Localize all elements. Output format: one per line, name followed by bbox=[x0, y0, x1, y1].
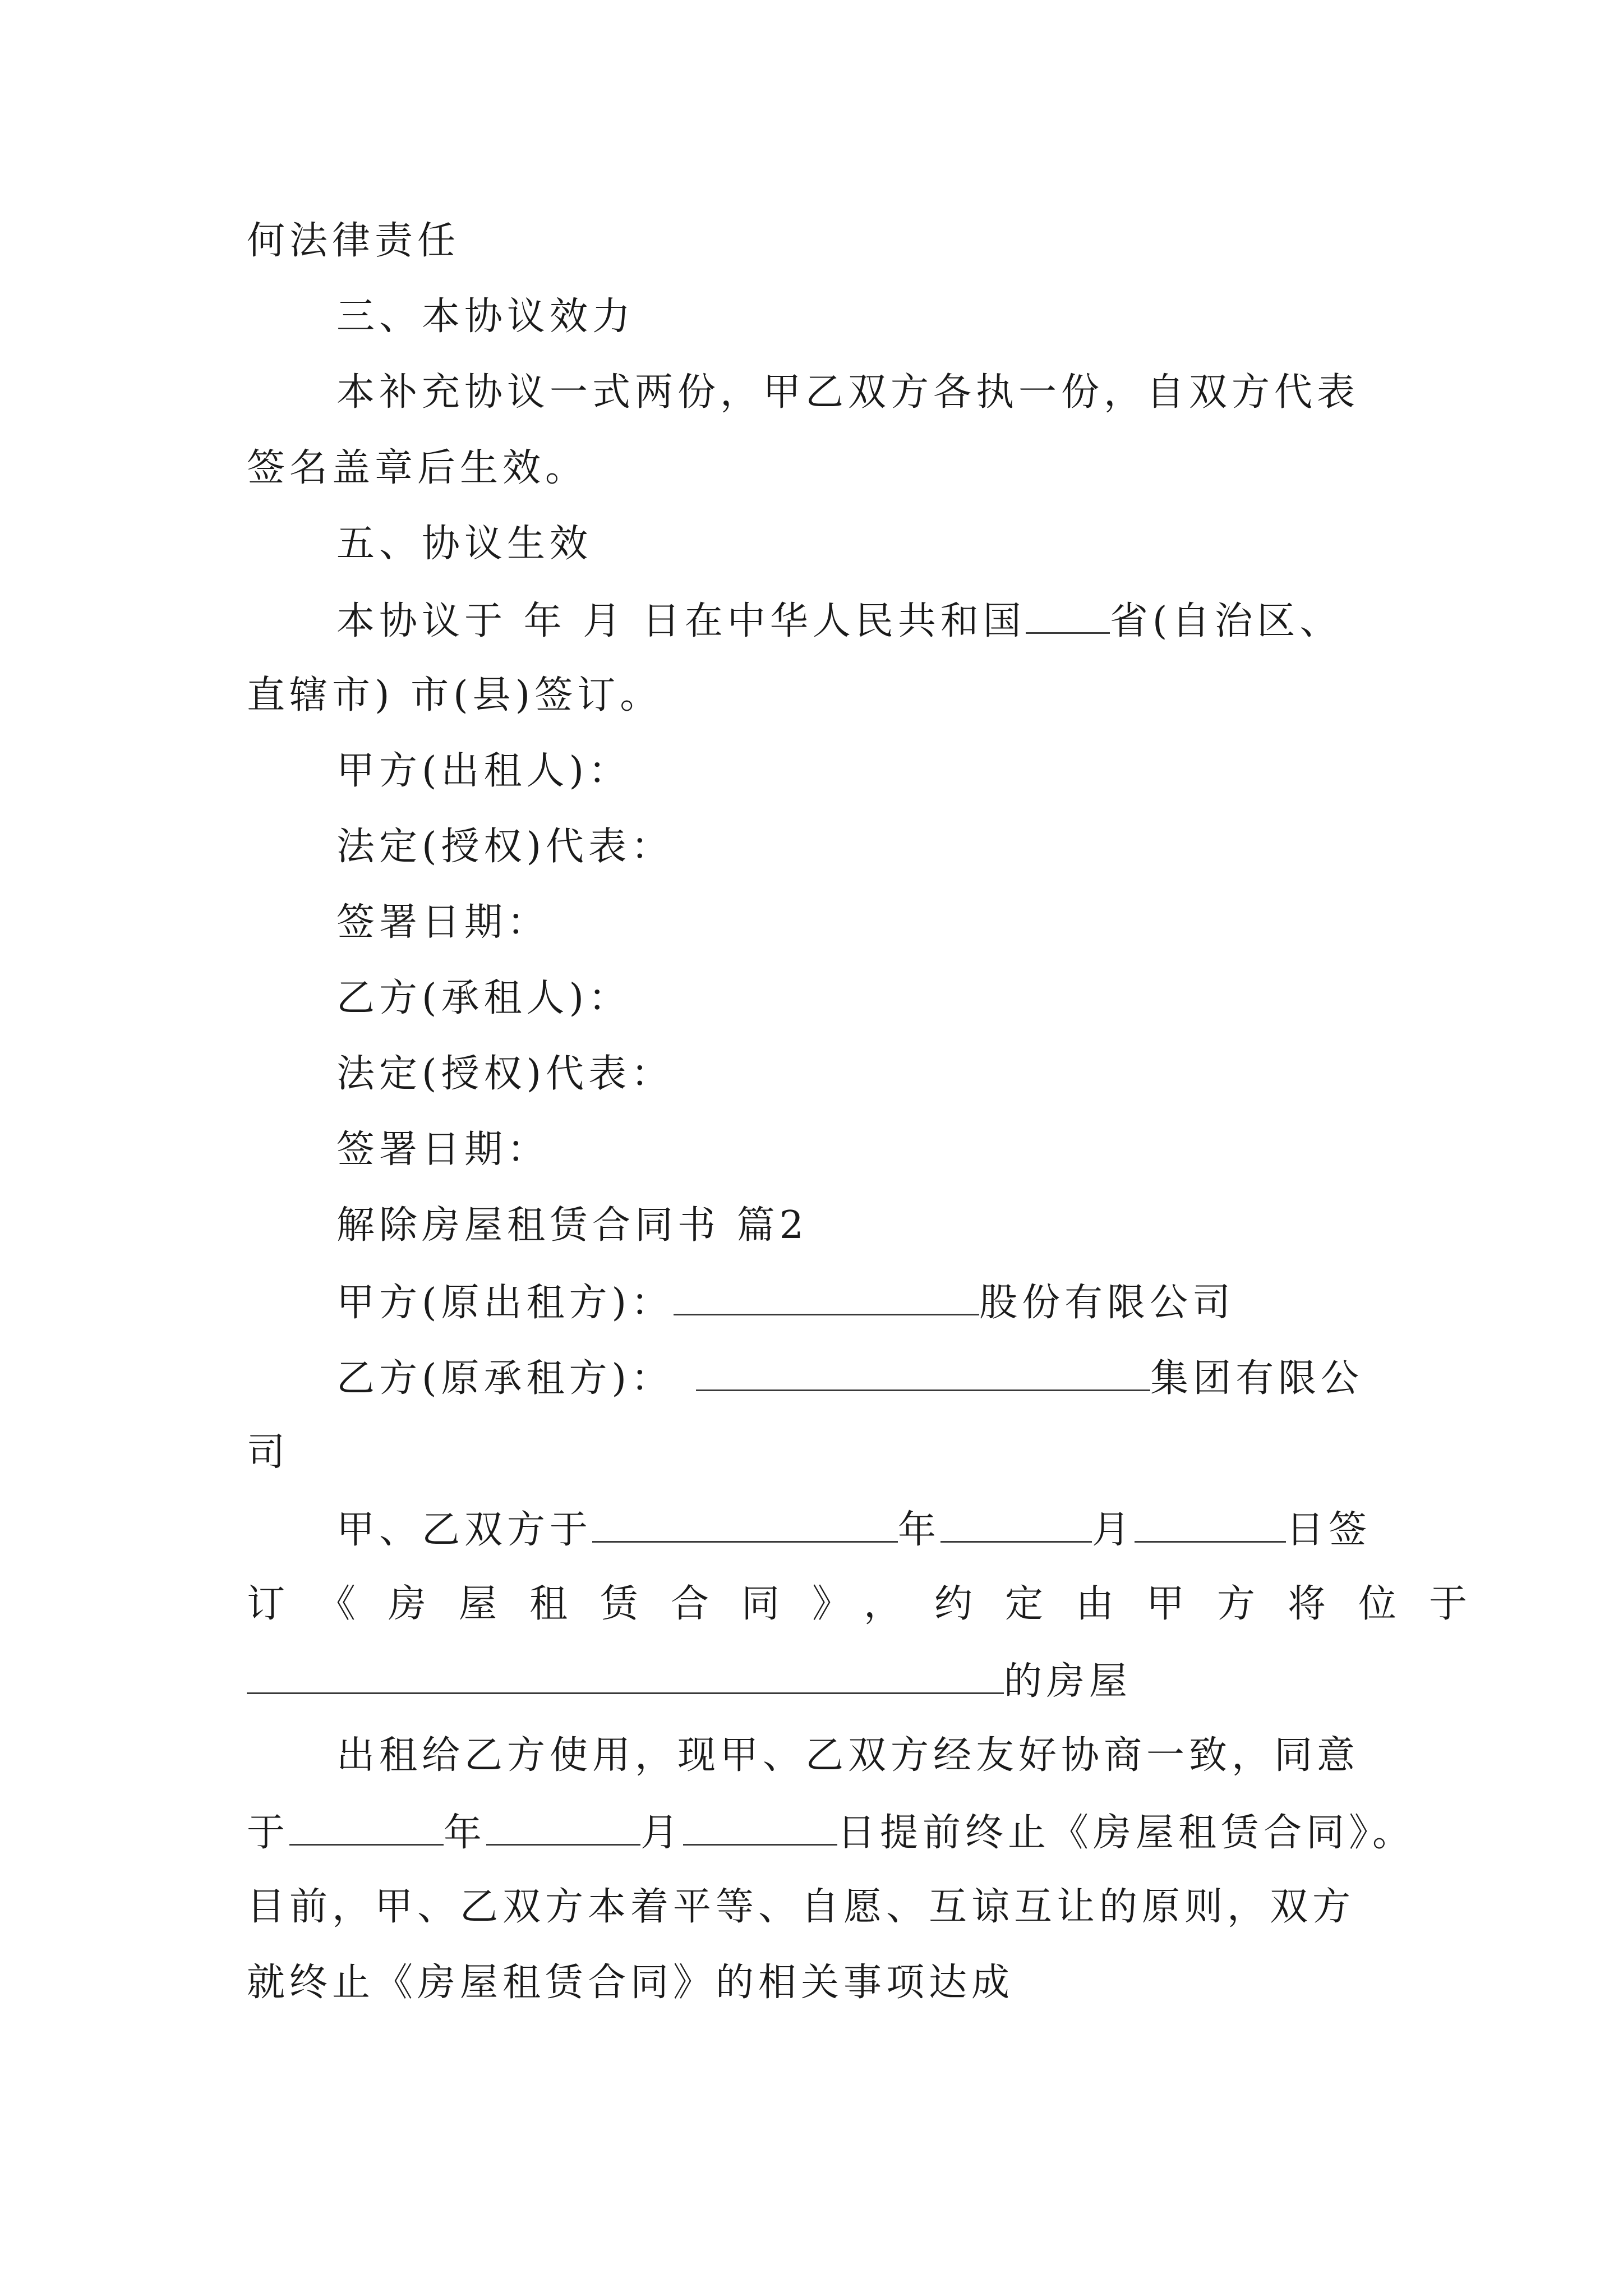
text-segment: 司 bbox=[247, 1430, 290, 1475]
party-line bbox=[336, 1279, 1235, 1326]
party-line bbox=[336, 1355, 1363, 1401]
text-line bbox=[247, 1809, 1415, 1856]
text-segment: 直辖市) 市(县)签订。 bbox=[247, 673, 663, 717]
text-line bbox=[336, 597, 1342, 644]
document-title bbox=[336, 1203, 808, 1248]
text-segment: 甲方(原出租方)： bbox=[336, 1281, 674, 1325]
text-segment: 年 bbox=[444, 1811, 487, 1855]
text-segment: 三、本协议效力 bbox=[336, 295, 635, 339]
text-segment: 本协议于 年 月 日在中华人民共和国 bbox=[336, 599, 1026, 643]
fill-in-blank bbox=[486, 1809, 640, 1846]
signature-label bbox=[336, 1128, 550, 1172]
text-line bbox=[247, 1885, 1355, 1930]
signature-label bbox=[336, 900, 550, 945]
fill-in-blank bbox=[592, 1506, 898, 1543]
text-segment: 就终止《房屋租赁合同》的相关事项达成 bbox=[247, 1961, 1015, 2005]
text-line bbox=[336, 1733, 1359, 1778]
text-segment: 五、协议生效 bbox=[336, 522, 593, 566]
text-segment: 签名盖章后生效。 bbox=[247, 446, 588, 490]
text-line bbox=[247, 446, 588, 491]
text-segment: 订《房屋租赁合同》，约定由甲方将位于 bbox=[247, 1582, 1500, 1626]
text-segment: 乙方(原承租方)： bbox=[336, 1356, 674, 1401]
text-segment: 股份有限公司 bbox=[979, 1281, 1235, 1325]
fill-in-blank bbox=[674, 1279, 979, 1315]
text-line bbox=[247, 1430, 289, 1475]
text-segment: 签署日期： bbox=[336, 900, 550, 945]
fill-in-blank bbox=[683, 1809, 837, 1846]
text-segment: 集团有限公 bbox=[1150, 1356, 1364, 1401]
text-segment: 日签 bbox=[1286, 1508, 1372, 1552]
text-segment: 签署日期： bbox=[336, 1128, 550, 1172]
text-segment: 何法律责任 bbox=[247, 219, 460, 263]
signature-label bbox=[336, 1052, 674, 1097]
text-line bbox=[247, 1582, 1500, 1627]
text-segment: 乙方(承租人)： bbox=[336, 976, 631, 1020]
text-segment: 于 bbox=[247, 1811, 290, 1855]
section-heading bbox=[336, 522, 592, 567]
text-line bbox=[247, 673, 662, 718]
text-segment: 目前，甲、乙双方本着平等、自愿、互谅互让的原则，双方 bbox=[247, 1885, 1355, 1929]
text-line bbox=[336, 370, 1359, 415]
text-line bbox=[247, 1961, 1014, 2005]
fill-in-blank bbox=[940, 1506, 1092, 1543]
text-segment: 省(自治区、 bbox=[1109, 599, 1343, 643]
text-segment: 本补充协议一式两份，甲乙双方各执一份，自双方代表 bbox=[336, 370, 1360, 415]
signature-label bbox=[336, 825, 674, 869]
signature-label bbox=[336, 749, 631, 794]
fill-in-blank bbox=[289, 1809, 444, 1846]
text-segment: 甲、乙双方于 bbox=[336, 1508, 593, 1552]
fill-in-blank bbox=[1026, 597, 1110, 634]
section-heading bbox=[336, 295, 635, 339]
text-segment: 甲方(出租人)： bbox=[336, 749, 631, 793]
text-segment: 出租给乙方使用，现甲、乙双方经友好协商一致，同意 bbox=[336, 1733, 1360, 1778]
text-line bbox=[336, 1506, 1371, 1553]
text-segment: 月 bbox=[1092, 1508, 1135, 1552]
text-segment: 解除房屋租赁合同书 篇2 bbox=[336, 1203, 808, 1248]
text-segment: 法定(授权)代表： bbox=[336, 1052, 674, 1096]
text-segment: 法定(授权)代表： bbox=[336, 825, 674, 869]
text-segment: 年 bbox=[898, 1508, 941, 1552]
text-segment: 月 bbox=[640, 1811, 684, 1855]
text-line bbox=[247, 219, 460, 264]
fill-in-blank bbox=[247, 1658, 1004, 1694]
fill-in-blank bbox=[696, 1355, 1150, 1391]
fill-in-blank bbox=[1135, 1506, 1286, 1543]
signature-label bbox=[336, 976, 631, 1021]
text-segment: 的房屋 bbox=[1004, 1659, 1132, 1704]
text-segment: 日提前终止《房屋租赁合同》。 bbox=[837, 1811, 1415, 1855]
text-line bbox=[247, 1658, 1132, 1704]
